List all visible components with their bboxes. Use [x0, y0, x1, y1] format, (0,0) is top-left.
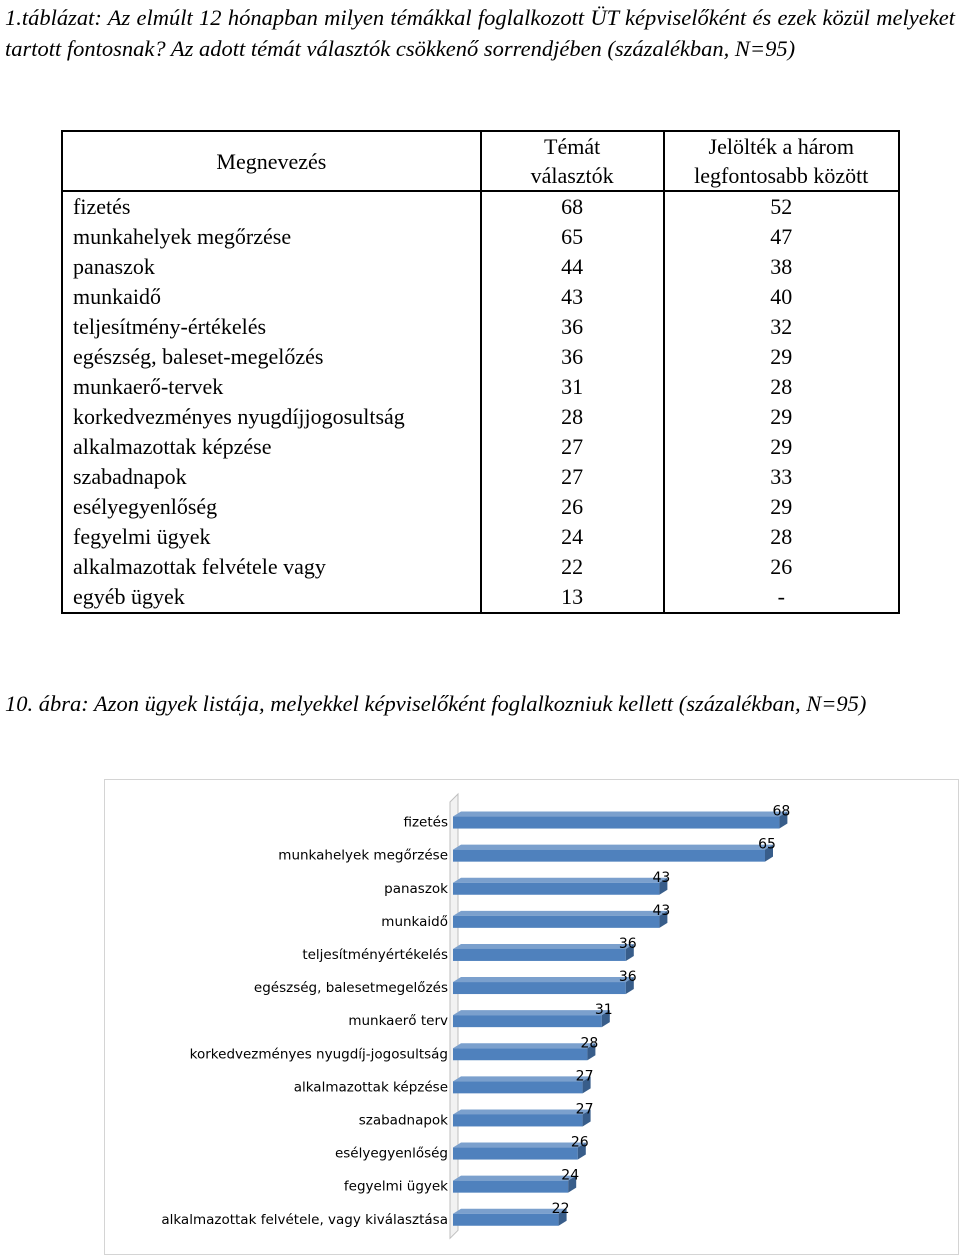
bar — [453, 1143, 586, 1160]
cell-temat-valasztok: 27 — [481, 462, 664, 492]
category-label: munkaidő — [381, 913, 448, 930]
cell-temat-valasztok: 27 — [481, 432, 664, 462]
bar-chart — [105, 780, 958, 1254]
cell-name: esélyegyenlőség — [62, 492, 481, 522]
table-row — [62, 582, 899, 613]
table-row — [62, 462, 899, 492]
cell-jeloltek: 26 — [664, 552, 900, 582]
header-temat-valasztok: Témát választók — [481, 131, 664, 191]
cell-jeloltek: 29 — [664, 492, 900, 522]
cell-temat-valasztok: 24 — [481, 522, 664, 552]
bar — [453, 1176, 576, 1193]
bar — [453, 944, 634, 961]
cell-temat-valasztok: 36 — [481, 312, 664, 342]
cell-temat-valasztok: 13 — [481, 582, 664, 613]
category-label: alkalmazottak képzése — [293, 1079, 448, 1096]
cell-temat-valasztok: 28 — [481, 402, 664, 432]
table-row — [62, 282, 899, 312]
cell-temat-valasztok: 43 — [481, 282, 664, 312]
header-jeloltek: Jelölték a három legfontosabb között — [664, 131, 900, 191]
data-label: 27 — [575, 1101, 594, 1118]
category-label: egészség, balesetmegelőzés — [253, 980, 448, 997]
category-label: szabadnapok — [358, 1112, 448, 1129]
chart-frame — [104, 779, 959, 1255]
data-label: 43 — [652, 902, 671, 919]
cell-temat-valasztok: 26 — [481, 492, 664, 522]
cell-temat-valasztok: 36 — [481, 342, 664, 372]
category-label: fegyelmi ügyek — [343, 1178, 448, 1195]
table-caption: 1.táblázat: Az elmúlt 12 hónapban milyen témákkal foglalkozott ÜT képviselőként és ezek közül melyeket tartott fontosnak? Az adott témát választók csökkenő sorrendjében (százalékban, N=95) — [5, 5, 955, 61]
cell-name: munkahelyek megőrzése — [62, 222, 481, 252]
table-row — [62, 372, 899, 402]
table-row — [62, 522, 899, 552]
cell-jeloltek: 29 — [664, 342, 900, 372]
table-row — [62, 191, 899, 222]
bar — [453, 1010, 610, 1027]
category-label: panaszok — [384, 880, 448, 897]
data-label: 36 — [618, 935, 637, 952]
cell-name: egészség, baleset-megelőzés — [62, 342, 481, 372]
cell-jeloltek: - — [664, 582, 900, 613]
cell-name: alkalmazottak felvétele vagy — [62, 552, 481, 582]
cell-name: panaszok — [62, 252, 481, 282]
category-label: munkaerő terv — [348, 1013, 448, 1030]
cell-name: teljesítmény-értékelés — [62, 312, 481, 342]
figure-caption: 10. ábra: Azon ügyek listája, melyekkel képviselőként foglalkozniuk kellett (százalékban, N=95) — [5, 691, 867, 716]
data-table — [61, 130, 900, 614]
table-row — [62, 342, 899, 372]
data-label: 24 — [561, 1167, 580, 1184]
bar — [453, 911, 667, 928]
category-label: korkedvezményes nyugdíj-jogosultság — [189, 1046, 448, 1063]
category-label: alkalmazottak felvétele, vagy kiválasztása — [161, 1211, 448, 1228]
cell-jeloltek: 52 — [664, 191, 900, 222]
cell-name: szabadnapok — [62, 462, 481, 492]
cell-temat-valasztok: 65 — [481, 222, 664, 252]
table-row — [62, 222, 899, 252]
cell-temat-valasztok: 31 — [481, 372, 664, 402]
category-label: fizetés — [403, 814, 448, 831]
bar — [453, 1043, 595, 1060]
category-label: munkahelyek megőrzése — [278, 847, 448, 864]
cell-temat-valasztok: 22 — [481, 552, 664, 582]
cell-jeloltek: 47 — [664, 222, 900, 252]
data-label: 36 — [618, 969, 637, 986]
category-label: esélyegyenlőség — [334, 1145, 448, 1162]
cell-name: munkaidő — [62, 282, 481, 312]
table-row — [62, 432, 899, 462]
cell-jeloltek: 33 — [664, 462, 900, 492]
cell-temat-valasztok: 44 — [481, 252, 664, 282]
table-row — [62, 402, 899, 432]
table-row — [62, 252, 899, 282]
cell-jeloltek: 28 — [664, 372, 900, 402]
data-label: 26 — [570, 1134, 589, 1151]
bar — [453, 845, 773, 862]
cell-name: fegyelmi ügyek — [62, 522, 481, 552]
cell-jeloltek: 28 — [664, 522, 900, 552]
cell-name: fizetés — [62, 191, 481, 222]
cell-jeloltek: 38 — [664, 252, 900, 282]
bar — [453, 977, 634, 994]
cell-temat-valasztok: 68 — [481, 191, 664, 222]
data-label: 28 — [580, 1035, 599, 1052]
category-label: teljesítményértékelés — [302, 946, 448, 963]
table-row — [62, 492, 899, 522]
cell-name: munkaerő-tervek — [62, 372, 481, 402]
header-megnevezes: Megnevezés — [62, 131, 481, 191]
data-label: 22 — [551, 1200, 570, 1217]
bar — [453, 1109, 591, 1126]
bar — [453, 878, 667, 895]
table-header-row — [62, 131, 899, 191]
cell-jeloltek: 40 — [664, 282, 900, 312]
table-row — [62, 552, 899, 582]
bar — [453, 1209, 567, 1226]
data-label: 68 — [772, 803, 791, 820]
cell-jeloltek: 32 — [664, 312, 900, 342]
cell-name: korkedvezményes nyugdíjjogosultság — [62, 402, 481, 432]
cell-jeloltek: 29 — [664, 402, 900, 432]
data-label: 31 — [594, 1002, 613, 1019]
table-row — [62, 312, 899, 342]
data-label: 65 — [758, 836, 776, 853]
cell-name: egyéb ügyek — [62, 582, 481, 613]
data-label: 43 — [652, 869, 671, 886]
data-label: 27 — [575, 1068, 594, 1085]
bar — [453, 812, 787, 829]
bar — [453, 1076, 591, 1093]
cell-jeloltek: 29 — [664, 432, 900, 462]
cell-name: alkalmazottak képzése — [62, 432, 481, 462]
